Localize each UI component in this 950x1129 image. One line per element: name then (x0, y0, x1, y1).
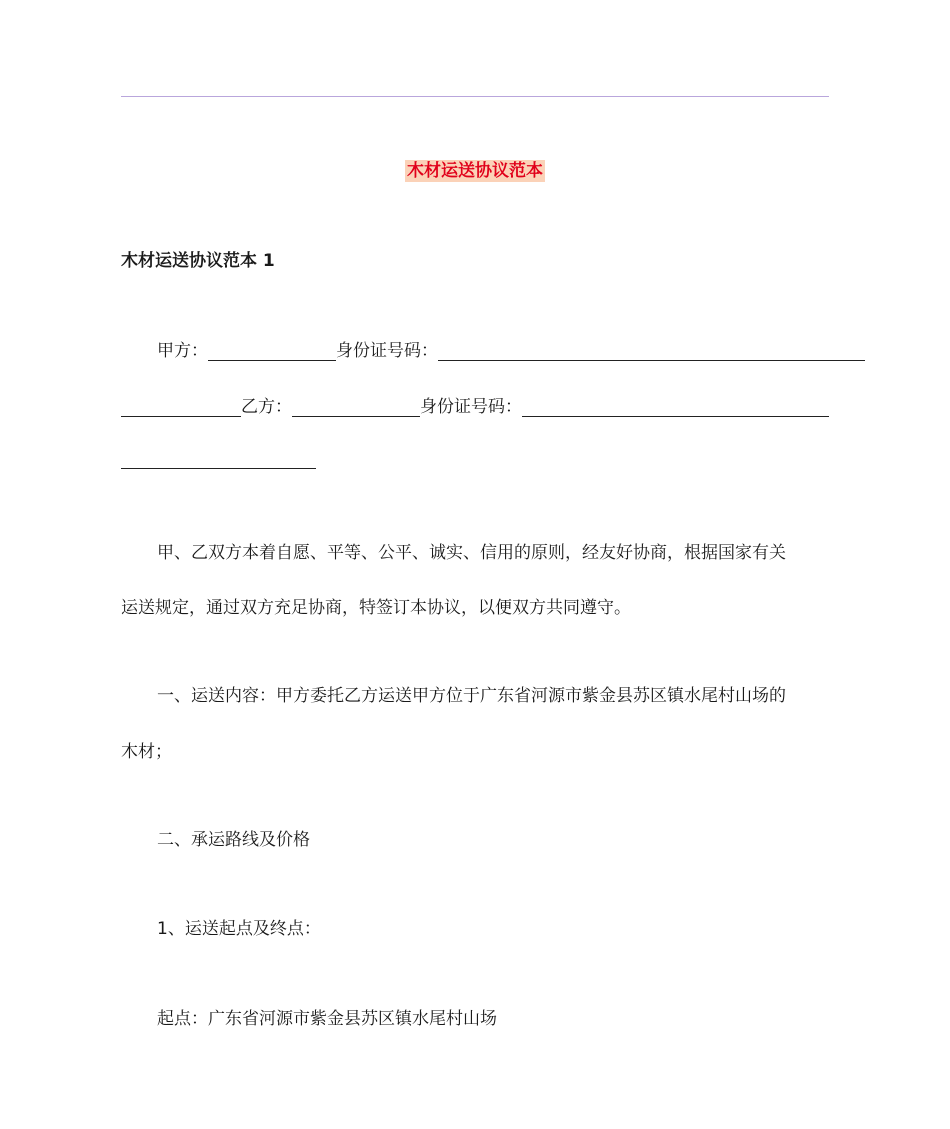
party-a-id-blank-continued (121, 398, 241, 417)
header-rule (121, 96, 829, 97)
clause-1-line1: 一、运送内容：甲方委托乙方运送甲方位于广东省河源市紫金县苏区镇水尾村山场的 (157, 686, 786, 706)
party-a-id-blank (438, 342, 865, 361)
clause-2-heading: 二、承运路线及价格 (157, 830, 310, 850)
party-a-label: 甲方： (157, 341, 208, 361)
party-b-id-label: 身份证号码： (420, 397, 522, 417)
party-b-id-continuation (121, 450, 829, 472)
party-b-label: 乙方： (241, 397, 292, 417)
document-title (0, 158, 950, 184)
party-a-id-label: 身份证号码： (336, 341, 438, 361)
intro-paragraph-line1: 甲、乙双方本着自愿、平等、公平、诚实、信用的原则，经友好协商，根据国家有关 (157, 543, 786, 563)
party-a-name-blank (208, 342, 336, 361)
origin-line: 起点：广东省河源市紫金县苏区镇水尾村山场 (157, 1009, 497, 1029)
document-title-text: 木材运送协议范本 (407, 161, 543, 181)
party-b-id-blank-continued (121, 450, 316, 469)
party-b-line (121, 394, 829, 420)
party-a-line (121, 338, 865, 364)
section-heading: 木材运送协议范本 1 (121, 251, 275, 271)
clause-1-line2: 木材； (121, 742, 172, 762)
party-b-name-blank (292, 398, 420, 417)
intro-paragraph-line2: 运送规定，通过双方充足协商，特签订本协议，以便双方共同遵守。 (121, 598, 631, 618)
item-1-heading: 1、运送起点及终点： (157, 919, 321, 939)
party-b-id-blank (522, 398, 829, 417)
